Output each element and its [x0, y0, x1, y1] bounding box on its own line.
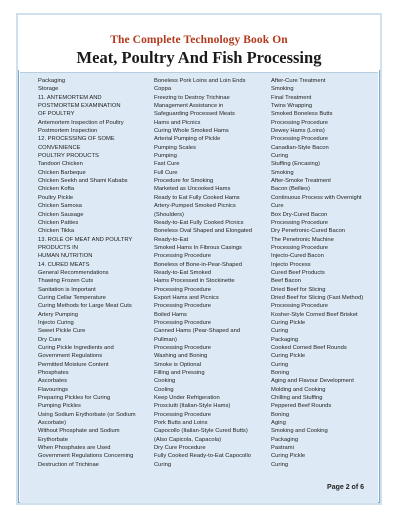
toc-entry: Bacon (Bellies) — [271, 186, 310, 193]
toc-entry: Curing Pickle — [271, 319, 306, 326]
toc-entry: Processing Procedure — [154, 319, 212, 326]
toc-entry: Curing — [271, 328, 289, 335]
toc-entry: Thawing Frozen Cuts — [38, 278, 94, 285]
toc-entry: Using Sodium Erythorbate (or Sodium — [38, 411, 136, 418]
toc-entry: Cooked Corned Beef Rounds — [271, 345, 347, 351]
toc-entry: Processing Procedure — [154, 303, 212, 310]
toc-entry: Chicken Seekh and Shami Kababs — [38, 178, 128, 185]
toc-entry: Curing — [271, 361, 289, 368]
toc-entry: Pastrami — [271, 445, 294, 452]
toc-entry: Sanitation is Important — [38, 286, 96, 293]
toc-entry: Flavourings — [38, 386, 68, 393]
toc-entry: Washing and Boning — [154, 353, 208, 360]
toc-entry: Pumping — [154, 153, 177, 160]
toc-entry: Chicken Kofta — [38, 186, 75, 193]
toc-entry: Ready-to-Eat Fully Cooked Picnics — [154, 219, 244, 226]
toc-entry: Full Cure — [154, 169, 178, 176]
toc-entry: Storage — [38, 86, 59, 93]
toc-entry: Curing Pickle — [271, 353, 306, 360]
toc-entry: Management Assistance in — [154, 103, 224, 110]
toc-column-2 — [154, 77, 266, 469]
toc-entry: Destruction of Trichinae — [38, 461, 99, 468]
toc-entry: Processing Procedure — [271, 303, 329, 310]
toc-entry: Cooking — [154, 378, 176, 385]
toc-entry: Dried Beef for Slicing — [271, 286, 326, 293]
toc-entry: Ascorbate) — [38, 420, 67, 427]
toc-entry: After-Smoke Treatment — [271, 178, 331, 185]
toc-entry: POSTMORTEM EXAMINATION — [38, 103, 121, 110]
toc-entry: Smoking — [271, 86, 294, 93]
toc-entry: Chicken Sausage — [38, 211, 84, 218]
page-header — [18, 15, 380, 70]
toc-entry: Twins Wrapping — [271, 103, 313, 110]
toc-entry: Curing Pickle — [271, 453, 306, 460]
toc-entry: Artery Pumping — [38, 311, 78, 318]
table-of-contents — [20, 72, 378, 503]
toc-entry: Antemortem Inspection of Poultry — [38, 119, 124, 126]
toc-entry: Chicken Patties — [38, 219, 79, 226]
toc-entry: Kosher-Style Corned Beef Brisket — [271, 311, 358, 318]
toc-entry: Fast Cure — [154, 161, 180, 168]
toc-entry: After-Cure Treatment — [271, 78, 326, 84]
toc-entry: Boning — [271, 411, 290, 418]
toc-entry: Pumping Pickles — [38, 403, 81, 410]
toc-entry: Fully Cooked Ready-to-Eat Capocollo — [154, 453, 251, 460]
toc-column-3 — [271, 77, 376, 469]
toc-entry: POULTRY PRODUCTS — [38, 153, 99, 160]
toc-entry: Molding and Cooking — [271, 386, 326, 393]
toc-entry: Curing Cellar Temperature — [38, 294, 106, 301]
toc-entry: Injecto Curing — [38, 319, 74, 326]
toc-entry: Processing Procedure — [154, 286, 212, 293]
toc-entry: Safeguarding Processed Meats — [154, 111, 235, 118]
toc-entry: Dried Beef for Slicing (Fast Method) — [271, 294, 364, 301]
toc-entry: Pullman) — [154, 336, 177, 343]
toc-entry: Filling and Pressing — [154, 370, 205, 377]
toc-entry: Ascorbates — [38, 378, 67, 385]
toc-entry: 12. PROCESSING OF SOME — [38, 136, 115, 143]
toc-entry: OF POULTRY — [38, 111, 75, 118]
toc-entry: Processing Procedure — [154, 253, 212, 260]
toc-entry: General Recommendations — [38, 269, 109, 276]
toc-entry: Phosphates — [38, 370, 69, 377]
toc-entry: Boneless Pork Loins and Loin Ends — [154, 78, 246, 84]
toc-entry: Ready-to-Eat Smoked — [154, 269, 212, 276]
toc-entry: 14. CURED MEATS — [38, 261, 90, 268]
toc-entry: CONVENIENCE — [38, 144, 81, 151]
toc-entry: Pork Butts and Loins — [154, 420, 208, 427]
toc-entry: Boning — [271, 370, 290, 377]
toc-entry: Curing Whole Smoked Hams — [154, 128, 229, 135]
toc-entry: Sweet Pickle Cure — [38, 328, 86, 335]
toc-entry: Boneless of Bone-in-Pear-Shaped — [154, 261, 242, 268]
toc-entry: HUMAN NUTRITION — [38, 253, 93, 260]
page-indicator: Page 2 of 6 — [327, 484, 364, 491]
toc-entry: The Penetronic Machine — [271, 236, 334, 243]
toc-entry: Erythorbate — [38, 436, 68, 443]
toc-entry: Aging and Flavour Development — [271, 378, 354, 385]
toc-entry: Cure — [271, 203, 284, 210]
toc-entry: Capocollo (Italian-Style Cured Butts) — [154, 428, 248, 435]
toc-entry: Prosciutti (Italian-Style Hams) — [154, 403, 231, 410]
toc-entry: Boiled Hams — [154, 311, 187, 318]
toc-entry: 11. ANTEMORTEM AND — [38, 94, 102, 101]
toc-entry: Chicken Barbeque — [38, 169, 86, 176]
toc-entry: Packaging — [271, 336, 299, 343]
toc-entry: Processing Procedure — [271, 244, 329, 251]
toc-entry: Packaging — [38, 78, 66, 84]
toc-column-1 — [38, 77, 150, 469]
toc-entry: Postmortem Inspection — [38, 128, 98, 135]
toc-entry: Government Regulations — [38, 353, 103, 360]
toc-entry: Dry Cure Procedure — [154, 445, 206, 452]
toc-entry: Hams Processed in Stockinette — [154, 278, 235, 285]
toc-entry: Final Treatment — [271, 94, 312, 101]
toc-entry: Box Dry-Cured Bacon — [271, 211, 328, 218]
toc-entry: Processing Procedure — [271, 219, 329, 226]
toc-entry: 13. ROLE OF MEAT AND POULTRY — [38, 236, 133, 243]
toc-entry: Keep Under Refrigeration — [154, 395, 220, 402]
toc-entry: Processing Procedure — [271, 136, 329, 143]
toc-entry: Ready to Eat Fully Cooked Hams — [154, 194, 240, 201]
toc-entry: Stuffing (Encasing) — [271, 161, 320, 168]
toc-entry: Curing — [154, 461, 172, 468]
book-title: Meat, Poultry And Fish Processing — [76, 48, 322, 67]
toc-entry: Dry Cure — [38, 336, 62, 343]
toc-entry: Packaging — [271, 436, 299, 443]
toc-entry: PRODUCTS IN — [38, 244, 78, 251]
toc-entry: Pumping Scales — [154, 144, 196, 151]
toc-entry: Smoked Hams In Fibrous Casings — [154, 244, 242, 251]
toc-entry: Curing — [271, 461, 289, 468]
toc-entry: Canned Hams (Pear-Shaped and — [154, 328, 241, 335]
toc-entry: Processing Procedure — [154, 411, 212, 418]
toc-entry: Injecto Process — [271, 261, 311, 268]
toc-entry: Curing — [271, 153, 289, 160]
toc-entry: When Phosphates are Used — [38, 445, 111, 452]
toc-entry: Cooling — [154, 386, 174, 393]
toc-entry: Without Phosphate and Sodium — [38, 428, 120, 435]
toc-entry: Export Hams and Picnics — [154, 294, 219, 301]
book-title-prefix: The Complete Technology Book On — [110, 34, 288, 46]
toc-entry: Freezing to Destroy Trichinae — [154, 94, 230, 101]
toc-entry: Smoking and Cooking — [271, 428, 328, 435]
toc-entry: Canadian-Style Bacon — [271, 144, 329, 151]
toc-entry: Curing Pickle Ingredients and — [38, 345, 114, 351]
toc-entry: Tandoori Chicken — [38, 161, 83, 168]
toc-entry: Chilling and Stuffing — [271, 395, 323, 402]
toc-entry: Processing Procedure — [271, 119, 329, 126]
toc-entry: (Also Capicola, Capacola) — [154, 436, 222, 443]
toc-entry: Boneless Oval Shaped and Elongated — [154, 228, 252, 235]
toc-entry: Dewey Hams (Loins) — [271, 128, 325, 135]
toc-entry: Aging — [271, 420, 286, 427]
toc-entry: Smoking — [271, 169, 294, 176]
toc-entry: Marketed as Uncooked Hams — [154, 186, 231, 193]
toc-entry: Peppered Beef Rounds — [271, 403, 332, 410]
toc-entry: (Shoulders) — [154, 211, 184, 218]
toc-entry: Preparing Pickles for Curing — [38, 395, 111, 402]
toc-entry: Chicken Samosa — [38, 203, 82, 210]
toc-entry: Processing Procedure — [154, 345, 212, 351]
toc-entry: Artery-Pumped Smoked Picnics — [154, 203, 236, 210]
toc-entry: Arterial Pumping of Pickle — [154, 136, 221, 143]
toc-entry: Chicken Tikka — [38, 228, 75, 235]
toc-entry: Dry Penetronic-Cured Bacon — [271, 228, 346, 235]
toc-entry: Government Regulations Concerning — [38, 453, 134, 460]
toc-entry: Injecto-Cured Bacon — [271, 253, 324, 260]
toc-entry: Curing Methods for Large Meat Cuts — [38, 303, 132, 310]
toc-entry: Continuous Process with Overnight — [271, 194, 362, 201]
toc-entry: Permitted Moisture Content — [38, 361, 109, 368]
toc-entry: Beef Bacon — [271, 278, 301, 285]
toc-entry: Poultry Pickle — [38, 194, 74, 201]
toc-entry: Coppa — [154, 86, 172, 93]
toc-entry: Ready-to-Eat — [154, 236, 189, 243]
toc-entry: Smoked Boneless Butts — [271, 111, 333, 118]
toc-entry: Smoke is Optional — [154, 361, 202, 368]
toc-entry: Cured Beef Products — [271, 269, 325, 276]
toc-entry: Hams and Picnics — [154, 119, 201, 126]
toc-entry: Procedure for Smoking — [154, 178, 214, 185]
